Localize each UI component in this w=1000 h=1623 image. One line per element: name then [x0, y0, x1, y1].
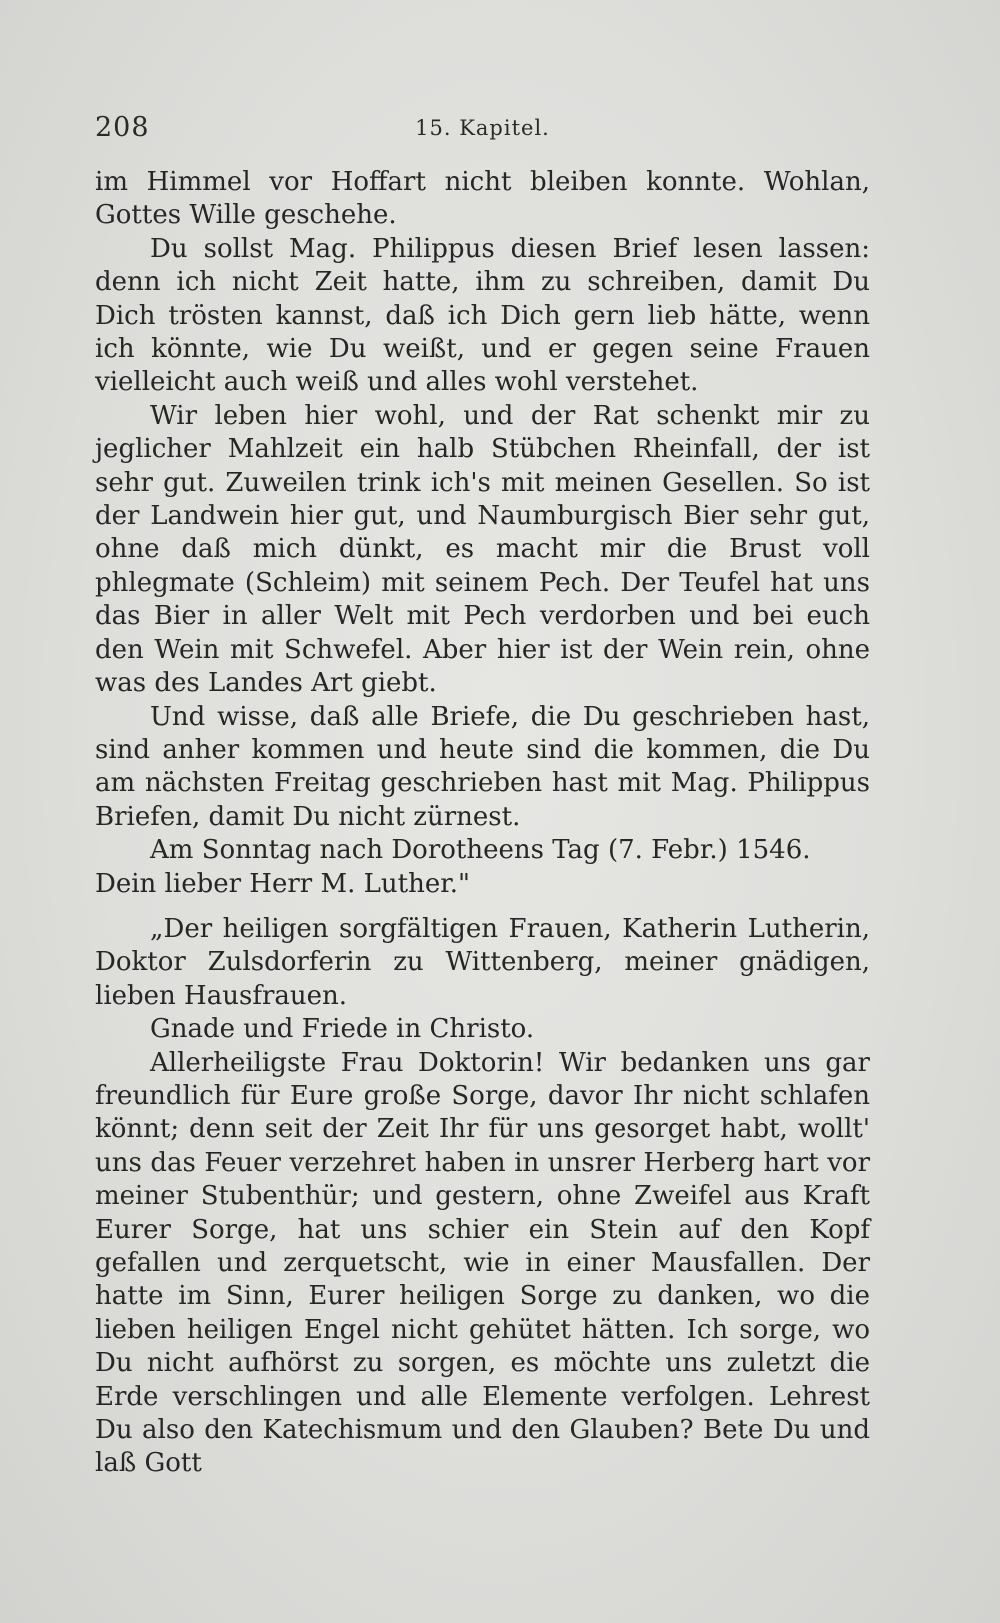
chapter-heading: 15. Kapitel.: [415, 116, 550, 140]
page-number: 208: [95, 112, 150, 143]
paragraph: Allerheiligste Frau Doktorin! Wir bedanken uns gar freundlich für Eure große Sorge, davor Ihr nicht schlafen könnt; denn seit der Zeit Ihr für uns gesorget habt, wollt' uns das Feuer verzehret haben in unsrer Herberg hart vor meiner Stubenthür; und gestern, ohne Zweifel aus Kraft Eurer Sorge, hat uns schier ein Stein auf den Kopf gefallen und zerquetscht, wie in einer Mausfallen. Der hatte im Sinn, Eurer heiligen Sorge zu danken, wo die lieben heiligen Engel nicht gehütet hätten. Ich sorge, wo Du nicht aufhörst zu sorgen, es möchte uns zuletzt die Erde verschlingen und alle Elemente verfolgen. Lehrest Du also den Katechismum und den Glauben? Bete Du und laß Gott: [95, 1047, 870, 1479]
letter-signature: Dein lieber Herr M. Luther.": [95, 868, 471, 899]
page-header: [95, 112, 870, 152]
paragraph: im Himmel vor Hoffart nicht bleiben konnte. Wohlan, Gottes Wille geschehe.: [95, 167, 870, 231]
letter-date-line: Am Sonntag nach Dorotheens Tag (7. Febr.) 1546.: [150, 835, 811, 866]
letter-greeting: Gnade und Friede in Christo.: [150, 1014, 535, 1045]
section-spacer: [95, 901, 870, 913]
paragraph: Du sollst Mag. Philippus diesen Brief lesen lassen: denn ich nicht Zeit hatte, ihm zu schreiben, damit Du Dich trösten kannst, daß ich Dich gern lieb hätte, wenn ich könnte, wie Du weißt, und er gegen seine Frauen vielleicht auch weiß und alles wohl verstehet.: [95, 233, 870, 398]
paragraph: Und wisse, daß alle Briefe, die Du geschrieben hast, sind anher kommen und heute sind die kommen, die Du am nächsten Freitag geschrieben hast mit Mag. Philippus Briefen, damit Du nicht zürnest.: [95, 701, 870, 832]
paragraph: Wir leben hier wohl, und der Rat schenkt mir zu jeglicher Mahlzeit ein halb Stübchen Rheinfall, der ist sehr gut. Zuweilen trink ich's mit meinen Gesellen. So ist der Landwein hier gut, und Naumburgisch Bier sehr gut, ohne daß mich dünkt, es macht mir die Brust voll phlegmate (Schleim) mit seinem Pech. Der Teufel hat uns das Bier in aller Welt mit Pech verdorben und bei euch den Wein mit Schwefel. Aber hier ist der Wein rein, ohne was des Landes Art giebt.: [95, 400, 870, 699]
body-text: [95, 166, 870, 1481]
letter-address: „Der heiligen sorgfältigen Frauen, Katherin Lutherin, Doktor Zulsdorferin zu Wittenberg, meiner gnädigen, lieben Hausfrauen.: [95, 913, 870, 1011]
